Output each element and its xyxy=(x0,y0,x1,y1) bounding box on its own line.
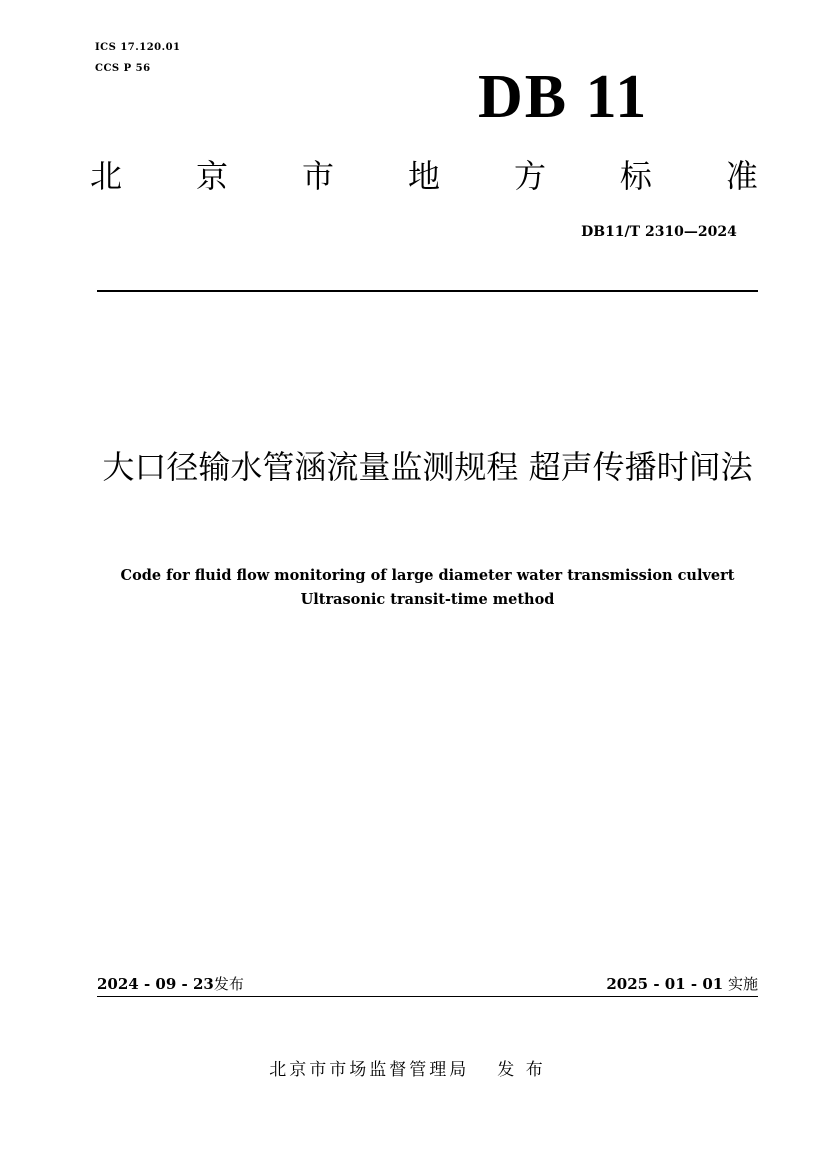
ics-code: ICS 17.120.01 xyxy=(95,42,181,53)
implement-date-block xyxy=(606,975,758,993)
issuer-line xyxy=(0,1055,815,1080)
standard-number: DB11/T 2310—2024 xyxy=(581,224,737,240)
header-divider xyxy=(97,290,758,292)
issuer-name: 北京市市场监督管理局 xyxy=(269,1060,470,1080)
implement-label: 实施 xyxy=(727,975,758,993)
standard-type-char: 方 xyxy=(513,157,546,195)
standard-type-char: 市 xyxy=(301,157,334,195)
standard-type-char: 京 xyxy=(195,157,228,195)
db-standard-mark: DB 11 xyxy=(478,63,649,131)
standard-type-char: 标 xyxy=(619,157,652,195)
standard-type-char: 地 xyxy=(407,157,440,195)
standard-type-char: 北 xyxy=(90,157,123,195)
implement-date: 2025 - 01 - 01 xyxy=(606,975,724,993)
issue-date-block xyxy=(97,975,244,993)
standard-type-char: 准 xyxy=(725,157,758,195)
footer-divider xyxy=(97,996,758,997)
ccs-code: CCS P 56 xyxy=(95,63,151,74)
document-title-english: Code for fluid flow monitoring of large diameter water transmission culvert Ultrasonic transit-time method xyxy=(120,567,735,608)
standard-type-title xyxy=(90,157,758,195)
issue-date: 2024 - 09 - 23 xyxy=(97,975,214,993)
issuer-action: 发 布 xyxy=(497,1060,546,1080)
document-title-chinese: 大口径输水管涵流量监测规程 超声传播时间法 xyxy=(102,448,753,486)
issue-label: 发布 xyxy=(213,975,244,993)
